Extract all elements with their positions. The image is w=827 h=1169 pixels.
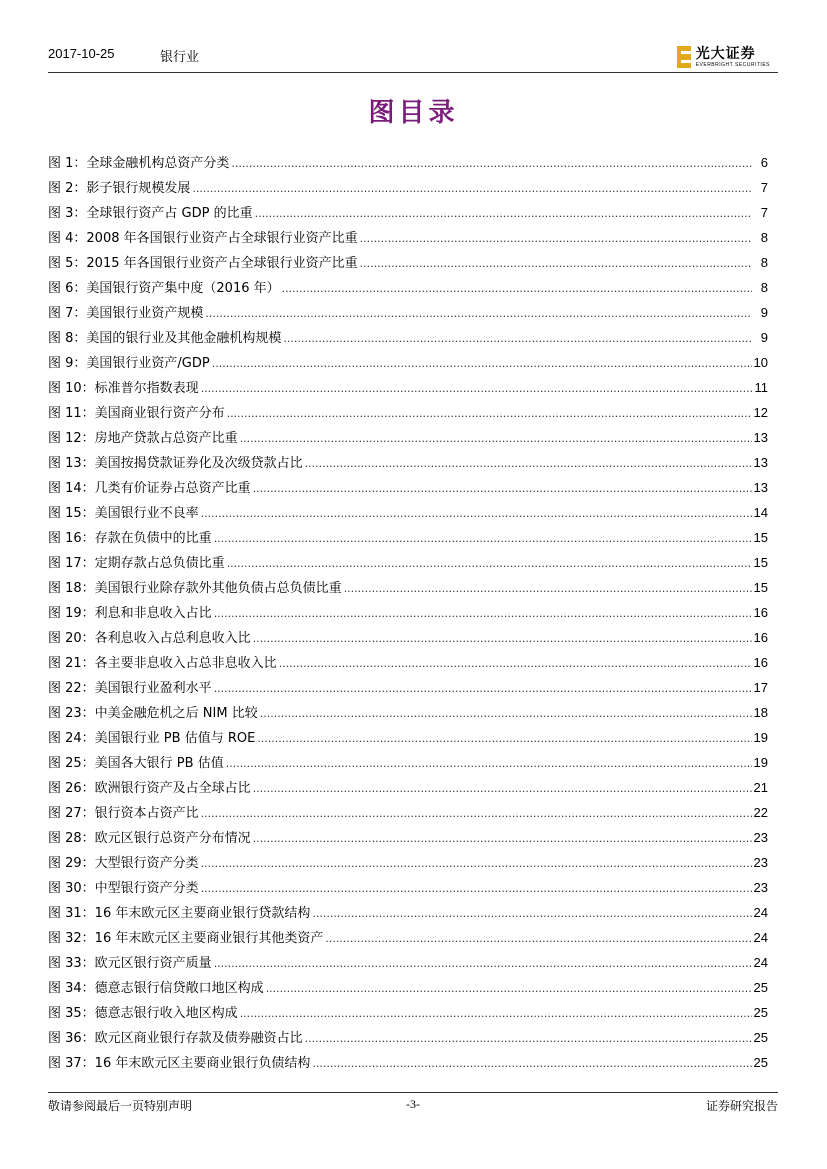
toc-entry-label: 图 1：全球金融机构总资产分类 <box>48 156 230 171</box>
toc-entry-page: 19 <box>753 755 768 770</box>
toc-leader-dots <box>305 1026 752 1051</box>
company-logo <box>677 44 770 70</box>
toc-entry-page: 8 <box>760 230 768 245</box>
toc-entry-label: 图 24：美国银行业 PB 估值与 ROE <box>48 731 256 746</box>
toc-entry[interactable] <box>48 800 768 825</box>
toc-leader-dots <box>205 301 752 326</box>
toc-leader-dots <box>255 201 752 226</box>
toc-entry[interactable] <box>48 900 768 925</box>
toc-entry[interactable] <box>48 925 768 950</box>
toc-leader-dots <box>214 951 752 976</box>
toc-leader-dots <box>240 1001 752 1026</box>
toc-entry-page: 22 <box>753 805 768 820</box>
toc-entry-page: 25 <box>753 980 768 995</box>
toc-entry-label: 图 8：美国的银行业及其他金融机构规模 <box>48 331 282 346</box>
toc-leader-dots <box>214 676 752 701</box>
toc-entry[interactable] <box>48 575 768 600</box>
toc-entry-label: 图 9：美国银行业资产/GDP <box>48 356 210 371</box>
toc-entry[interactable] <box>48 700 768 725</box>
toc-entry[interactable] <box>48 250 768 275</box>
toc-entry-label: 图 36：欧元区商业银行存款及债券融资占比 <box>48 1031 303 1046</box>
toc-entry[interactable] <box>48 750 768 775</box>
toc-entry-label: 图 35：德意志银行收入地区构成 <box>48 1006 238 1021</box>
toc-entry-page: 19 <box>753 730 768 745</box>
footer-divider <box>48 1092 778 1093</box>
toc-leader-dots <box>279 651 752 676</box>
toc-entry-label: 图 34：德意志银行信贷敞口地区构成 <box>48 981 264 996</box>
toc-entry[interactable] <box>48 1050 768 1075</box>
toc-entry-page: 14 <box>753 505 768 520</box>
toc-entry-page: 25 <box>753 1005 768 1020</box>
toc-entry-page: 21 <box>753 780 768 795</box>
toc-entry-label: 图 7：美国银行业资产规模 <box>48 306 204 321</box>
toc-entry[interactable] <box>48 175 768 200</box>
toc-leader-dots <box>214 601 752 626</box>
toc-leader-dots <box>282 276 752 301</box>
toc-entry-label: 图 27：银行资本占资产比 <box>48 806 199 821</box>
toc-leader-dots <box>212 351 752 376</box>
toc-entry-label: 图 28：欧元区银行总资产分布情况 <box>48 831 251 846</box>
toc-entry[interactable] <box>48 450 768 475</box>
toc-entry-page: 17 <box>753 680 768 695</box>
toc-entry-label: 图 16：存款在负债中的比重 <box>48 531 212 546</box>
toc-entry-label: 图 18：美国银行业除存款外其他负债占总负债比重 <box>48 581 342 596</box>
toc-entry-label: 图 30：中型银行资产分类 <box>48 881 199 896</box>
toc-entry-label: 图 11：美国商业银行资产分布 <box>48 406 225 421</box>
toc-entry-page: 25 <box>753 1030 768 1045</box>
toc-entry-page: 24 <box>753 955 768 970</box>
toc-leader-dots <box>257 726 751 751</box>
table-of-figures <box>48 150 768 1075</box>
toc-entry-page: 16 <box>753 655 768 670</box>
toc-entry-label: 图 21：各主要非息收入占总非息收入比 <box>48 656 277 671</box>
toc-entry-label: 图 2：影子银行规模发展 <box>48 181 191 196</box>
toc-leader-dots <box>226 751 752 776</box>
toc-leader-dots <box>231 151 752 176</box>
report-type: 证券研究报告 <box>705 1099 778 1113</box>
toc-entry[interactable] <box>48 300 768 325</box>
page-header <box>48 44 778 74</box>
toc-entry-label: 图 25：美国各大银行 PB 估值 <box>48 756 224 771</box>
logo-english-name: EVERBRIGHT SECURITIES <box>695 61 770 68</box>
toc-entry-page: 13 <box>753 455 768 470</box>
toc-entry-page: 15 <box>753 530 768 545</box>
toc-entry-label: 图 32：16 年末欧元区主要商业银行其他类资产 <box>48 931 324 946</box>
toc-entry-label: 图 20：各利息收入占总利息收入比 <box>48 631 251 646</box>
toc-leader-dots <box>192 176 752 201</box>
toc-entry-label: 图 26：欧洲银行资产及占全球占比 <box>48 781 251 796</box>
toc-entry[interactable] <box>48 600 768 625</box>
toc-entry-page: 7 <box>760 205 768 220</box>
toc-entry-label: 图 4：2008 年各国银行业资产占全球银行业资产比重 <box>48 231 358 246</box>
toc-entry[interactable] <box>48 525 768 550</box>
toc-entry[interactable] <box>48 875 768 900</box>
toc-leader-dots <box>283 326 752 351</box>
toc-entry[interactable] <box>48 650 768 675</box>
toc-entry-label: 图 12：房地产贷款占总资产比重 <box>48 431 238 446</box>
toc-entry[interactable] <box>48 275 768 300</box>
toc-entry-page: 16 <box>753 605 768 620</box>
toc-entry[interactable] <box>48 625 768 650</box>
toc-entry-label: 图 13：美国按揭贷款证券化及次级贷款占比 <box>48 456 303 471</box>
toc-entry[interactable] <box>48 975 768 1000</box>
toc-entry-page: 8 <box>760 280 768 295</box>
toc-entry[interactable] <box>48 1000 768 1025</box>
toc-entry-label: 图 37：16 年末欧元区主要商业银行负债结构 <box>48 1056 311 1071</box>
toc-leader-dots <box>253 776 752 801</box>
toc-leader-dots <box>312 1051 751 1076</box>
toc-entry-label: 图 14：几类有价证券占总资产比重 <box>48 481 251 496</box>
toc-leader-dots <box>240 426 752 451</box>
toc-leader-dots <box>360 251 752 276</box>
report-sector: 银行业 <box>160 50 200 65</box>
toc-entry[interactable] <box>48 500 768 525</box>
toc-entry-page: 25 <box>753 1055 768 1070</box>
toc-entry[interactable] <box>48 550 768 575</box>
toc-entry[interactable] <box>48 850 768 875</box>
toc-entry[interactable] <box>48 475 768 500</box>
toc-leader-dots <box>260 701 752 726</box>
toc-leader-dots <box>325 926 751 951</box>
toc-entry-page: 23 <box>753 880 768 895</box>
toc-entry-label: 图 5：2015 年各国银行业资产占全球银行业资产比重 <box>48 256 358 271</box>
toc-entry-page: 24 <box>753 905 768 920</box>
page-footer <box>48 1097 778 1115</box>
toc-entry[interactable] <box>48 825 768 850</box>
toc-entry[interactable] <box>48 325 768 350</box>
toc-entry-page: 13 <box>753 480 768 495</box>
toc-entry-page: 6 <box>760 155 768 170</box>
toc-leader-dots <box>266 976 752 1001</box>
toc-entry[interactable] <box>48 350 768 375</box>
logo-chinese-name: 光大证券 <box>695 45 756 62</box>
toc-entry-label: 图 22：美国银行业盈利水平 <box>48 681 212 696</box>
toc-leader-dots <box>253 626 752 651</box>
toc-entry[interactable] <box>48 200 768 225</box>
toc-entry-label: 图 10：标准普尔指数表现 <box>48 381 199 396</box>
toc-entry-page: 13 <box>753 430 768 445</box>
toc-entry[interactable] <box>48 775 768 800</box>
toc-entry-label: 图 33：欧元区银行资产质量 <box>48 956 212 971</box>
toc-entry-page: 18 <box>753 705 768 720</box>
toc-entry[interactable] <box>48 425 768 450</box>
toc-entry-label: 图 19：利息和非息收入占比 <box>48 606 212 621</box>
toc-leader-dots <box>227 551 752 576</box>
toc-leader-dots <box>214 526 752 551</box>
toc-entry-page: 15 <box>753 555 768 570</box>
toc-entry[interactable] <box>48 150 768 175</box>
toc-leader-dots <box>201 501 752 526</box>
toc-entry-label: 图 23：中美金融危机之后 NIM 比较 <box>48 706 258 721</box>
toc-entry-page: 10 <box>753 355 768 370</box>
toc-leader-dots <box>201 801 752 826</box>
toc-entry-page: 23 <box>753 855 768 870</box>
toc-leader-dots <box>253 476 752 501</box>
toc-leader-dots <box>360 226 752 251</box>
toc-entry[interactable] <box>48 950 768 975</box>
toc-entry[interactable] <box>48 675 768 700</box>
toc-entry-page: 8 <box>760 255 768 270</box>
logo-mark-icon <box>677 46 691 68</box>
report-date: 2017-10-25 <box>48 46 115 61</box>
toc-leader-dots <box>253 826 752 851</box>
toc-entry-page: 16 <box>753 630 768 645</box>
toc-leader-dots <box>201 376 752 401</box>
toc-entry[interactable] <box>48 1025 768 1050</box>
toc-entry-label: 图 6：美国银行资产集中度（2016 年） <box>48 281 280 296</box>
toc-leader-dots <box>201 851 752 876</box>
disclaimer-note: 敬请参阅最后一页特别声明 <box>48 1099 193 1113</box>
toc-entry-page: 24 <box>753 930 768 945</box>
toc-leader-dots <box>312 901 751 926</box>
page-number: -3- <box>406 1097 420 1111</box>
toc-entry[interactable] <box>48 725 768 750</box>
toc-entry[interactable] <box>48 225 768 250</box>
toc-entry-page: 9 <box>760 330 768 345</box>
toc-entry-page: 15 <box>753 580 768 595</box>
toc-entry-label: 图 31：16 年末欧元区主要商业银行贷款结构 <box>48 906 311 921</box>
toc-entry-page: 9 <box>760 305 768 320</box>
page-title: 图目录 <box>368 98 459 128</box>
toc-entry[interactable] <box>48 375 768 400</box>
toc-entry-label: 图 15：美国银行业不良率 <box>48 506 199 521</box>
toc-entry-page: 23 <box>753 830 768 845</box>
toc-leader-dots <box>305 451 752 476</box>
toc-entry-page: 7 <box>760 180 768 195</box>
toc-entry-label: 图 17：定期存款占总负债比重 <box>48 556 225 571</box>
toc-entry-page: 11 <box>754 380 768 395</box>
toc-entry-label: 图 3：全球银行资产占 GDP 的比重 <box>48 206 253 221</box>
header-divider <box>48 72 778 73</box>
toc-leader-dots <box>344 576 752 601</box>
toc-leader-dots <box>227 401 752 426</box>
toc-entry-label: 图 29：大型银行资产分类 <box>48 856 199 871</box>
toc-entry[interactable] <box>48 400 768 425</box>
toc-leader-dots <box>201 876 752 901</box>
toc-entry-page: 12 <box>753 405 768 420</box>
